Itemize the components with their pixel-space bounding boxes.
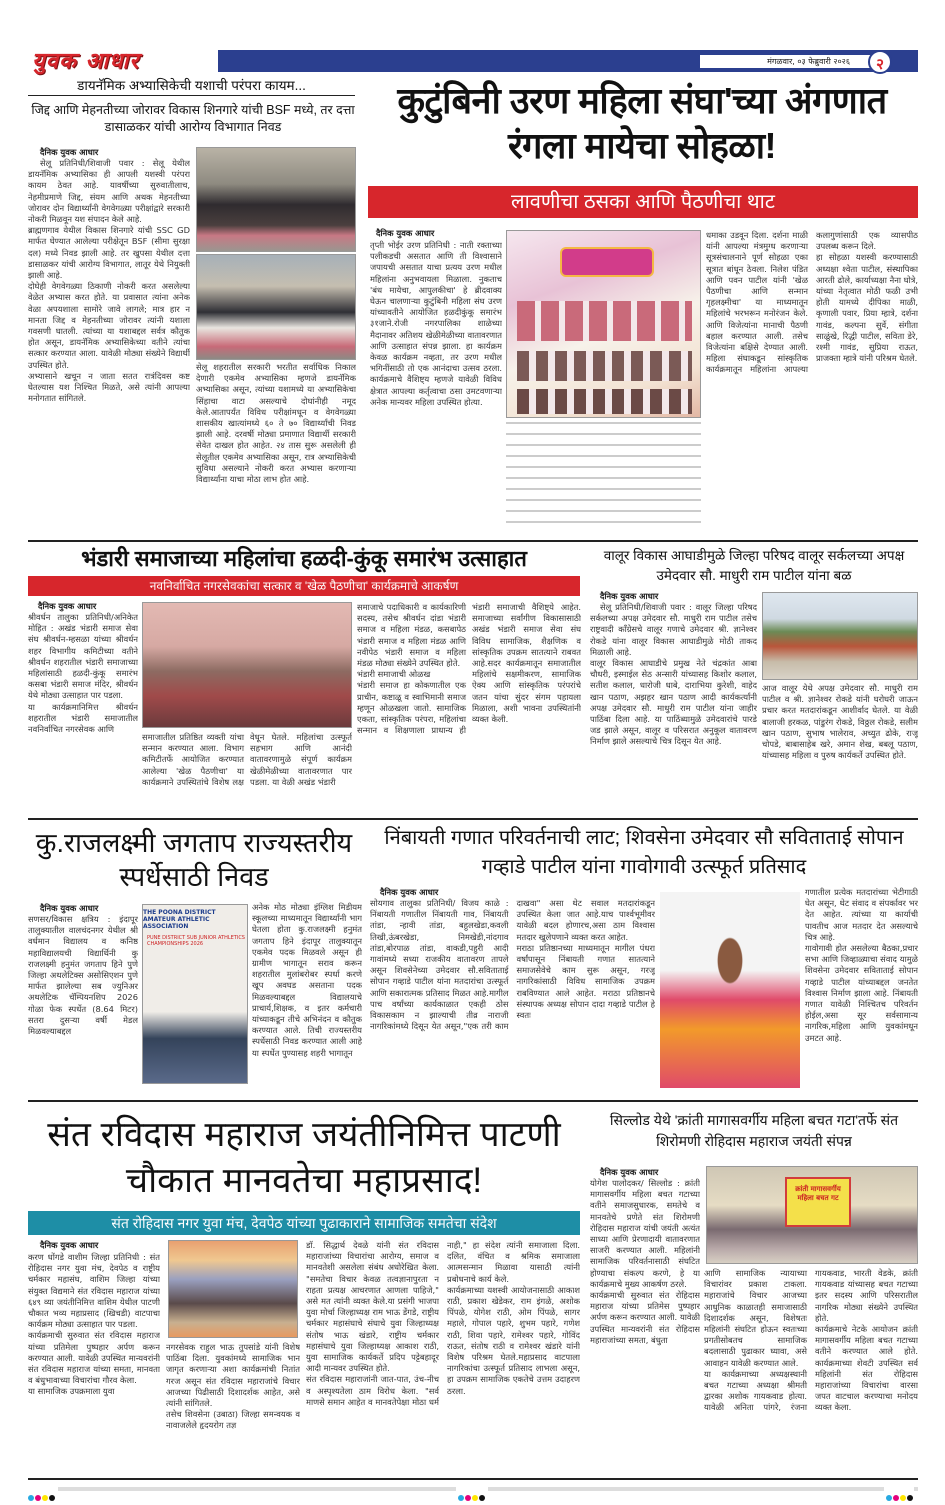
- sillod-event-photo: [706, 1166, 918, 1264]
- bhandari-body-2: समाजातील प्रतिष्ठित व्यक्ती यांचा सन्मान करण्यात आला. विभाग कमिटीतर्फे आयोजित करण्यात आलेल्या 'खेळ पैठणीचा' या कार्यक्रमाने उपस्थितांचे विशेष लक्ष वेधून घेतले. महिलांचा उत्स्फूर्त सहभाग आणि आनंदी वातावरणामुळे संपूर्ण कार्यक्रम खेळीमेळीच्या वातावरणात पार पडला. या वेळी अखंड भंडारी: [142, 732, 352, 787]
- dynamic-source: दैनिक युवक आधार: [40, 147, 99, 157]
- dynamic-photo-1: [196, 147, 356, 252]
- newspaper-logo: युवक आधार: [28, 48, 218, 75]
- ravidas-body-3: डॉ. सिद्धार्थ देवळे यांनी संत रविदास महाराजांच्या विचारांचा आरोग्य, समाज व मानवतेशी असलेला संबंध अधोरेखित केला. "समतेचा विचार केवळ तत्वज्ञानापुरता न राहता प्रत्यक्ष आचरणात आणला पाहिजे," असे मत त्यांनी व्यक्त केले.या प्रसंगी भाजपा युवा मोर्चा जिल्हाध्यक्ष राम भाऊ डेंगडे, राष्ट्रीय चर्मकार महासंघाचे संघाचे युवा जिल्हाध्यक्ष संतोष भाऊ खंडारे, राष्ट्रीय चर्मकार महासंघाचे युवा जिल्हाध्यक्ष आकाश राठी, युवा सामाजिक कार्यकर्ते प्रदिप पट्टेबहादूर आदी मान्यवर उपस्थित होते. संत रविदास महाराजांनी जात-पात, उंच-नीच व अस्पृश्यतेला ठाम विरोध केला. "सर्व माणसे समान आहेत व मानवतेपेक्षा मोठा धर्म नाही," हा संदेश त्यांनी समाजाला दिला. दलित, वंचित व श्रमिक समाजाला आत्मसन्मान मिळावा यासाठी त्यांनी प्रबोधनाचे कार्य केले. कार्यक्रमाच्या यशस्वी आयोजनासाठी आकाश राठी, प्रकाश खेडेकर, राम इंगळे, अशोक पिंपळे, योगेश राठी, ओम पिंपळे, सागर महाले, गोपाल पहारे, शुभम पहारे, गणेश राठी, शिवा पहारे, रामेश्वर पहारे, गोविंद राऊत, संतोष राठी व रामेश्वर खंडारे यांनी विशेष परिश्रम घेतले.महाप्रसाद वाटपाला नागरिकांचा उत्स्फूर्त प्रतिसाद लाभला असून, हा उपक्रम सामाजिक एकतेचे उत्तम उदाहरण ठरला.: [306, 1240, 580, 1407]
- nimbayati-body-1: सोयगाव तालुका प्रतिनिधी/ विजय काळे : निंबायती गणातील निंबायती गाव, निंबायती तांडा, न्हावी तांडा, बहुलखेडा,कवली तिखी,ऊंबरखेडा, निमखेडी,नांदगाव तांडा,बोरपाळ तांडा, वाकडी,पहुरी आदी गावांमध्ये सध्या राजकीय वातावरण तापले असून शिवसेनेच्या उमेदवार सौ.सविताताई सोपान गव्हाडे पाटील यांना मतदारांचा उत्स्फूर्त आणि सकारात्मक प्रतिसाद मिळत आहे.मागील पाच वर्षांच्या कार्यकाळात एकही ठोस विकासकाम न झाल्याची तीव्र नाराजी नागरिकांमध्ये दिसून येत असून,"एक तरी काम दाखवा" असा थेट सवाल मतदारांकडून उपस्थित केला जात आहे.याच पार्श्वभूमीवर यावेळी बदल होणारच,असा ठाम विश्वास मतदार खुलेपणाने व्यक्त करत आहेत. मराठा प्रतिष्ठानच्या माध्यमातून मागील पंधरा वर्षांपासून निंबायती गणात सातत्याने समाजसेवेचे काम सुरू असून, गरजू नागरिकांसाठी विविध सामाजिक उपक्रम राबविण्यात आले आहेत. मराठा प्रतिष्ठानचे संस्थापक अध्यक्ष सोपान दादा गव्हाडे पाटील हे स्वतः: [370, 898, 655, 1032]
- kutumbini-photo-caption-text: [506, 422, 701, 532]
- walur-campaign-photo: [762, 592, 918, 680]
- sillod-headline: सिल्लोड येथे 'क्रांती मागासवर्गीय महिला बचत गटा'तर्फे संत शिरोमणी रोहिदास महाराज जयंती संपन्न: [609, 1112, 899, 1149]
- ravidas-body-2: नगरसेवक राहुल भाऊ तुपसांडे यांनी विशेष पाठिंबा दिला. युवकांमध्ये सामाजिक भान जागृत करणाऱ्या अशा कार्यक्रमांची नितांत गरज असून संत रविदास महाराजांचे विचार आजच्या पिढीसाठी दिशादर्शक आहेत, असे त्यांनी सांगितले. तसेच शिवसेना (उबाठा) जिल्हा समन्वयक व नावाजलेले हृदयरोग तज्ञ: [166, 1342, 300, 1431]
- rajlakshmi-photo: [142, 904, 248, 1084]
- section-divider: [28, 540, 918, 542]
- bhandari-headline: भंडारी समाजाच्या महिलांचा हळदी-कुंकू समारंभ उत्साहात: [81, 546, 527, 571]
- photo-banner-subtext: PUNE DISTRICT SUB JUNIOR ATHLETICS CHAMPIONSHIPS 2026: [147, 935, 245, 947]
- poster-title-badge: [562, 249, 652, 275]
- rajlakshmi-body-1: सणसर/विकास क्षत्रिय : इंदापूर तालुक्यातील वालचंदनगर येथील श्री वर्धमान विद्यालय व कनिष्ठ महाविद्यालयची विद्यार्थिनी कु राजलक्ष्मी हनुमंत जगताप हिने पुणे जिल्हा अथलेटिक्स असोसिएशन पुणे मार्फत झालेल्या सब ज्युनिअर अथलेटिक चॅम्पियनशिप 2026 गोळा फेक स्पर्धेत (8.64 मिटर) सतरा दुसऱ्या वर्षी मेडल मिळवल्याबद्दल: [28, 914, 138, 1037]
- poster-portraits-row-3: [517, 389, 692, 414]
- walur-body: सेलू प्रतिनिधी/शिवाजी पवार : वालूर जिल्हा परिषद सर्कलच्या अपक्ष उमेदवार सौ. माधुरी राम पाटील तसेच राष्ट्रवादी काँग्रेसचे वालूर गणाचे उमेदवार श्री. ज्ञानेश्वर रोकडे यांना वालूर विकास आघाडीमुळे मोठी ताकद मिळाली आहे. वालूर विकास आघाडीचे प्रमुख नेते चंद्रकांत आबा चौधरी, इस्माईल सेठ अन्सारी यांच्यासह किशोर कलाल, सतीश कलाल, धारोजी धाबे, दाराभिया कुरेशी, वाहेद खान पठाण, अझहर खान पठाण आदी कार्यकर्त्यांनी अपक्ष उमेदवार सौ. माधुरी राम पाटील यांना जाहीर पाठिंबा दिला आहे. या पाठिंब्यामुळे उमेदवारांचे पारडे जड झाले असून, वालूर व परिसरात अनुकूल वातावरण निर्माण झाले असल्याचे चित्र दिसून येत आहे.: [590, 602, 757, 747]
- dynamic-headline: जिद्द आणि मेहनतीच्या जोरावर विकास शिनगारे यांची BSF मध्ये, तर दत्ता डासाळकर यांची आरोग्य विभागात निवड: [31, 103, 355, 134]
- dynamic-caption: सेलू शहरातील सरकारी भरतीत सर्वाधिक निकाल देणारी एकमेव अभ्यासिका म्हणजे डायनॅमिक अभ्यासिका असून, त्यांच्या यशामध्ये या अभ्यासिकेचा सिंहाचा वाटा असल्याचे दोघांनीही नमूद केले.आतापर्यंत विविध परीक्षांमधून व वेगवेगळ्या शासकीय खात्यांमध्ये ६० ते ७० विद्यार्थ्यांची निवड झाली आहे. दरवर्षी मोठ्या प्रमाणात विद्यार्थी सरकारी सेवेत दाखल होत आहेत. २४ तास सुरू असलेली ही सेलूतील एकमेव अभ्यासिका असून, रात्र अभ्यासिकेची सुविधा असल्याने नोकरी करत अभ्यास करणाऱ्या विद्यार्थ्यांना याचा मोठा लाभ होत आहे.: [196, 362, 356, 485]
- footer-rule: [28, 1478, 918, 1480]
- poster-portraits-row-1: [517, 301, 692, 341]
- registration-marks-left: [28, 1486, 58, 1505]
- ravidas-headline: संत रविदास महाराज जयंतीनिमित्त पाटणी चौकात मानवतेचा महाप्रसाद!: [47, 1115, 561, 1200]
- kutumbini-subhead: लावणीचा ठसका आणि पैठणीचा थाट: [368, 186, 918, 218]
- dynamic-body: सेलू प्रतिनिधी/शिवाजी पवार : सेलू येथील डायनॅमिक अभ्यासिका ही आपली यशस्वी परंपरा कायम ठेवत आहे. यावर्षीच्या सुरुवातीलाच, नेहमीप्रमाणे जिद्द, संयम आणि अथक मेहनतीच्या जोरावर दोन विद्यार्थ्यांनी वेगवेगळ्या परीक्षांद्वारे सरकारी नोकरी मिळवून यश संपादन केले आहे. ब्राह्मणगाव येथील विकास शिनगारे यांची SSC GD मार्फत घेण्यात आलेल्या परीक्षेतून BSF (सीमा सुरक्षा दल) मध्ये निवड झाली आहे. तर खुपसा येथील दत्ता डासाळकर यांची आरोग्य विभागात, लातूर येथे नियुक्ती झाली आहे. दोघेही वेगवेगळ्या ठिकाणी नोकरी करत असलेल्या वेळेत अभ्यास करत होते. या प्रवासात त्यांना अनेक वेळा अपयशाला सामोरे जावे लागले; मात्र हार न मानता जिद्द व मेहनतीच्या जोरावर त्यांनी यशाला गवसणी घातली. त्यांच्या या यशाबद्दल सर्वत्र कौतुक होत असून, डायनॅमिक अभ्यासिकेच्या वतीने त्यांचा सत्कार करण्यात आला. यावेळी मोठ्या संख्येने विद्यार्थी उपस्थित होते. अभ्यासाने खचून न जाता सतत रात्रंदिवस कष्ट घेतल्यास यश निश्चित मिळते, असे त्यांनी आपल्या मनोगतात सांगितले.: [28, 158, 190, 404]
- ravidas-subhead: संत रोहिदास नगर युवा मंच, देवपेठ यांच्या पुढाकाराने सामाजिक समतेचा संदेश: [28, 1211, 580, 1235]
- nimbayati-source: दैनिक युवक आधार: [380, 887, 439, 897]
- rajlakshmi-headline: कु.राजलक्ष्मी जगताप राज्यस्तरीय स्पर्धेसाठी निवड: [35, 828, 353, 892]
- walur-caption: आज वालूर येथे अपक्ष उमेदवार सौ. माधुरी राम पाटील व श्री. ज्ञानेश्वर रोकडे यांनी घरोघरी जाऊन प्रचार करत मतदारांकडून आशीर्वाद घेतले. या वेळी बालाजी हरकळ, पांडुरंग रोकडे, विठ्ठल रोकडे, सलीम खान पठाण, सुभाष भालेराव, अच्युत ढोके, राजू चोपडे, बाबासाहेब खरे, अमान शेख, बबलू पठाण, यांच्यासह महिला व पुरुष कार्यकर्ते उपस्थित होते.: [762, 683, 918, 761]
- rajlakshmi-source: दैनिक युवक आधार: [40, 903, 99, 913]
- kutumbini-body-2: धमाका उडवून दिला. दर्शना माळी यांनी आपल्या मंत्रमुग्ध करणाऱ्या सूत्रसंचालनाने पूर्ण सोहळा एका सूत्रात बांधून ठेवला. निलेश पंडित आणि पवन पाटील यांनी 'खेळ पैठणीचा आणि सन्मान गृहलक्ष्मीचा' या माध्यमातून महिलांचे भरभरून मनोरंजन केले. आणि विजेत्यांना मानाची पैठणी बहाल करण्यात आली. तसेच विजेत्यांना बक्षिसे देण्यात आली. महिला संघाकडून सांस्कृतिक कार्यक्रमातून महिलांना आपल्या कलागुणांसाठी एक व्यासपीठ उपलब्ध करून दिले. हा सोहळा यशस्वी करण्यासाठी अध्यक्षा श्वेता पाटील, संस्थापिका आरती ढोले, कार्याध्यक्षा नैना घोत्रे, यांच्या नेतृत्वात मोठी फळी उभी होती यामध्ये दीपिका माळी, कृणाली पवार, प्रिया म्हात्रे, दर्शना गावंड, कल्पना सुर्वे, संगीता साळुंखे, रिद्धी पाटील, सविता डेरे, रश्मी गावंड, सुप्रिया राऊत, प्राजक्ता म्हात्रे यांनी परिश्रम घेतले.: [706, 230, 918, 375]
- bhandari-body-1: श्रीवर्धन तालुका प्रतिनिधी/अनिकेत मोहित : अखंड भंडारी समाज सेवा संघ श्रीवर्धन-म्हसळा यांच्या श्रीवर्धन शहर विभागीय कमिटीच्या वतीने श्रीवर्धन शहरातील भंडारी समाजाच्या महिलांसाठी हळदी-कुंकू समारंभ कसबा भंडारी समाज मंदिर, श्रीवर्धन येथे मोठ्या उत्साहात पार पडला. या कार्यक्रमानिमित्त श्रीवर्धन शहरातील भंडारी समाजातील नवनिर्वाचित नगरसेवक आणि: [28, 612, 138, 735]
- kutumbini-source: दैनिक युवक आधार: [376, 228, 435, 238]
- sillod-source: दैनिक युवक आधार: [600, 1167, 659, 1177]
- kutumbini-headline: कुटुंबिनी उरण महिला संघा'च्या अंगणात रंगला मायेचा सोहळा!: [397, 80, 887, 166]
- ravidas-event-photo: [168, 1240, 298, 1338]
- nimbayati-candidate-photo: [660, 892, 800, 1088]
- kutumbini-event-poster: [506, 230, 701, 418]
- poster-portraits-row-2: [517, 351, 692, 381]
- sillod-body-2: आणि सामाजिक न्यायाच्या विचारांवर प्रकाश टाकला. महाराजांचे विचार आजच्या आधुनिक काळातही समाजासाठी दिशादर्शक असून, विशेषतः महिलांनी संघटित होऊन स्वतःच्या प्रगतीसोबतच सामाजिक बदलासाठी पुढाकार घ्यावा, असे आवाहन यावेळी करण्यात आले. या कार्यक्रमाच्या अध्यक्षस्थानी बचत गटाच्या अध्यक्षा श्रीमती द्वारका अशोक गायकवाड होत्या. यावेळी अनिता पांगरे, रंजना गायकवाड, भारती वेडके, क्रांती गायकवाड यांच्यासह बचत गटाच्या इतर सदस्य आणि परिसरातील नागरिक मोठ्या संख्येने उपस्थित होते. कार्यक्रमाचे नेटके आयोजन क्रांती मागासवर्गीय महिला बचत गटाच्या वतीने करण्यात आले होते. कार्यक्रमाच्या शेवटी उपस्थित सर्व महिलांनी संत रोहिदास महाराजांच्या विचारांचा वारसा जपत वाटचाल करण्याचा मनोदय व्यक्त केला.: [704, 1268, 918, 1413]
- bhandari-subhead: नवनिर्वाचित नगरसेवकांचा सत्कार व 'खेळ पैठणीचा' कार्यक्रमाचे आकर्षण: [28, 576, 580, 596]
- nimbayati-headline: निंबायती गणात परिवर्तनाची लाट; शिवसेना उमेदवार सौ सविताताई सोपान गव्हाडे पाटील यांना गावोगावी उत्स्फूर्त प्रतिसाद: [384, 827, 904, 878]
- walur-source: दैनिक युवक आधार: [600, 591, 659, 601]
- dynamic-kicker: डायनॅमिक अभ्यासिकेची यशाची परंपरा कायम...: [28, 78, 355, 96]
- section-divider: [28, 1100, 918, 1102]
- photo-banner-text: क्रांती मागासवर्गीय महिला बचत गट: [785, 1177, 851, 1227]
- bhandari-event-photo: [142, 602, 352, 728]
- bhandari-body-3: समाजाचे पदाधिकारी व कार्यकारिणी सदस्य, तसेच श्रीवर्धन दांडा भंडारी समाज व महिला मंडळ, कसबापेठ भंडारी समाज व महिला मंडळ आणि नवीपेठ भंडारी समाज व महिला मंडळ मोठ्या संख्येने उपस्थित होते. भंडारी समाजाची ओळख भंडारी समाज हा कोकणातील एक प्राचीन, कष्टाळू व स्वाभिमानी समाज म्हणून ओळखला जातो. सामाजिक एकता, सांस्कृतिक परंपरा, महिलांचा सन्मान व शिक्षणाला प्राधान्य ही भंडारी समाजाची वैशिष्ट्ये आहेत. समाजाच्या सर्वांगीण विकासासाठी अखंड भंडारी समाज सेवा संघ विविध सामाजिक, शैक्षणिक व सांस्कृतिक उपक्रम सातत्याने राबवत आहे.सदर कार्यक्रमातून समाजातील महिलांचे सक्षमीकरण, सामाजिक ऐक्य आणि सांस्कृतिक परंपरांचे जतन यांचा सुंदर संगम पहायला मिळाला, अशी भावना उपस्थितांनी व्यक्त केली.: [357, 602, 581, 736]
- bhandari-source: दैनिक युवक आधार: [38, 601, 97, 611]
- issue-date: मंगळवार, ०३ फेब्रुवारी २०२६: [700, 55, 880, 68]
- photo-banner-text: THE POONA DISTRICT AMATEUR ATHLETIC ASSOCIATION: [143, 909, 216, 930]
- ravidas-source: दैनिक युवक आधार: [40, 1240, 99, 1250]
- dynamic-photo-2: [196, 254, 356, 360]
- registration-marks-right: [884, 1486, 914, 1505]
- page-number: २: [868, 50, 892, 74]
- ravidas-body-1: करण धोंगडे वाशीम जिल्हा प्रतिनिधी : संत रोहिदास नगर युवा मंच, देवपेठ व राष्ट्रीय चर्मकार महासंघ, वाशिम जिल्हा यांच्या संयुक्त विद्यमाने संत रविदास महाराज यांच्या ६४९ व्या जयंतीनिमित्त वाशिम येथील पाटणी चौकात भव्य महाप्रसाद (खिचडी) वाटपाचा कार्यक्रम मोठ्या उत्साहात पार पडला. कार्यक्रमाची सुरुवात संत रविदास महाराज यांच्या प्रतिमेला पुष्पहार अर्पण करून करण्यात आली. यावेळी उपस्थित मान्यवरांनी संत रविदास महाराज यांच्या समता, मानवता व बंधुभावाच्या विचारांचा गौरव केला. या सामाजिक उपक्रमाला युवा: [28, 1252, 160, 1397]
- rajlakshmi-body-2: अनेक मोठ मोठ्या इंग्लिश मिडीयम स्कूलच्या माध्यमातून विद्यार्थ्यांनी भाग घेतला होता कु.राजलक्ष्मी हनुमंत जगताप हिने इंदापूर तालुक्यातून एकमेव पदक मिळवले असून ही ग्रामीण भागातून सराव करून शहरातील मुलांबरोबर स्पर्धा करणे खूप अवघड असताना पदक मिळवल्याबद्दल विद्यालयाचे प्राचार्य,शिक्षक, व इतर कर्मचारी यांच्याकडून तीचे अभिनंदन व कौतुक करण्यात आले. तिची राज्यस्तरीय स्पर्धेसाठी निवड करण्यात आली आहे या स्पर्धेत पुण्यासह शहरी भागातून: [252, 902, 362, 1058]
- walur-headline: वालूर विकास आघाडीमुळे जिल्हा परिषद वालूर सर्कलच्या अपक्ष उमेदवार सौ. माधुरी राम पाटील यांना बळ: [603, 548, 905, 583]
- registration-marks-center: [456, 1486, 488, 1505]
- section-divider: [28, 818, 918, 820]
- nimbayati-body-2: गणातील प्रत्येक मतदारांच्या भेटीगाठी घेत असून, थेट संवाद व संपर्कावर भर देत आहेत. त्यांच्या या कार्याची पावतीच आज मतदार देत असल्याचे चित्र आहे. गावोगावी होत असलेल्या बैठका,प्रचार सभा आणि जिव्हाळ्याचा संवाद यामुळे शिवसेना उमेदवार सविताताई सोपान गव्हाडे पाटील यांच्याबद्दल जनतेत विश्वास निर्माण झाला आहे. निंबायती गणात यावेळी निश्चितच परिवर्तन होईल,असा सूर सर्वसामान्य नागरिक,महिला आणि युवकांमधून उमटत आहे.: [805, 887, 918, 1043]
- sillod-body-1: योगेश पालोदकर/ सिल्लोड : क्रांती मागासवर्गीय महिला बचत गटाच्या वतीने समाजसुधारक, समतेचे व मानवतेचे प्रणेते संत शिरोमणी रोहिदास महाराज यांची जयंती अत्यंत साध्या आणि प्रेरणादायी वातावरणात साजरी करण्यात आली. महिलांनी सामाजिक परिवर्तनासाठी संघटित होण्याचा संकल्प करणे, हे या कार्यक्रमाचे मुख्य आकर्षण ठरले. कार्यक्रमाची सुरुवात संत रोहिदास महाराज यांच्या प्रतिमेस पुष्पहार अर्पण करून करण्यात आली. यावेळी उपस्थित मान्यवरांनी संत रोहिदास महाराजांच्या समता, बंधुता: [590, 1178, 700, 1345]
- kutumbini-body-1: तृप्ती भोईर उरण प्रतिनिधी : नाती रक्ताच्या पलीकडची असतात आणि ती विश्वासाने जपायची असतात याचा प्रत्यय उरण मधील महिलांना अनुभवायला मिळाला. नुकताच 'बंध मायेचा, आपुलकीचा' हे ब्रीदवाक्य घेऊन चालणाऱ्या कुटुंबिनी महिला संघ उरण यांच्यावतीने आयोजित हळदीकुंकू समारंभ ३१जाने.रोजी नगरपालिका शाळेच्या मैदानावर अतिशय खेळीमेळीच्या वातावरणात आणि उत्साहात संपन्न झाला. हा कार्यक्रम केवळ कार्यक्रम नव्हता, तर उरण मधील भगिनींसाठी तो एक आनंदाचा उत्सव ठरला. कार्यक्रमाचे वैशिष्ट्य म्हणजे यावेळी विविध क्षेत्रात आपल्या कर्तृत्वाचा ठसा उमटवणाऱ्या अनेक मान्यवर महिला उपस्थित होत्या.: [370, 240, 502, 407]
